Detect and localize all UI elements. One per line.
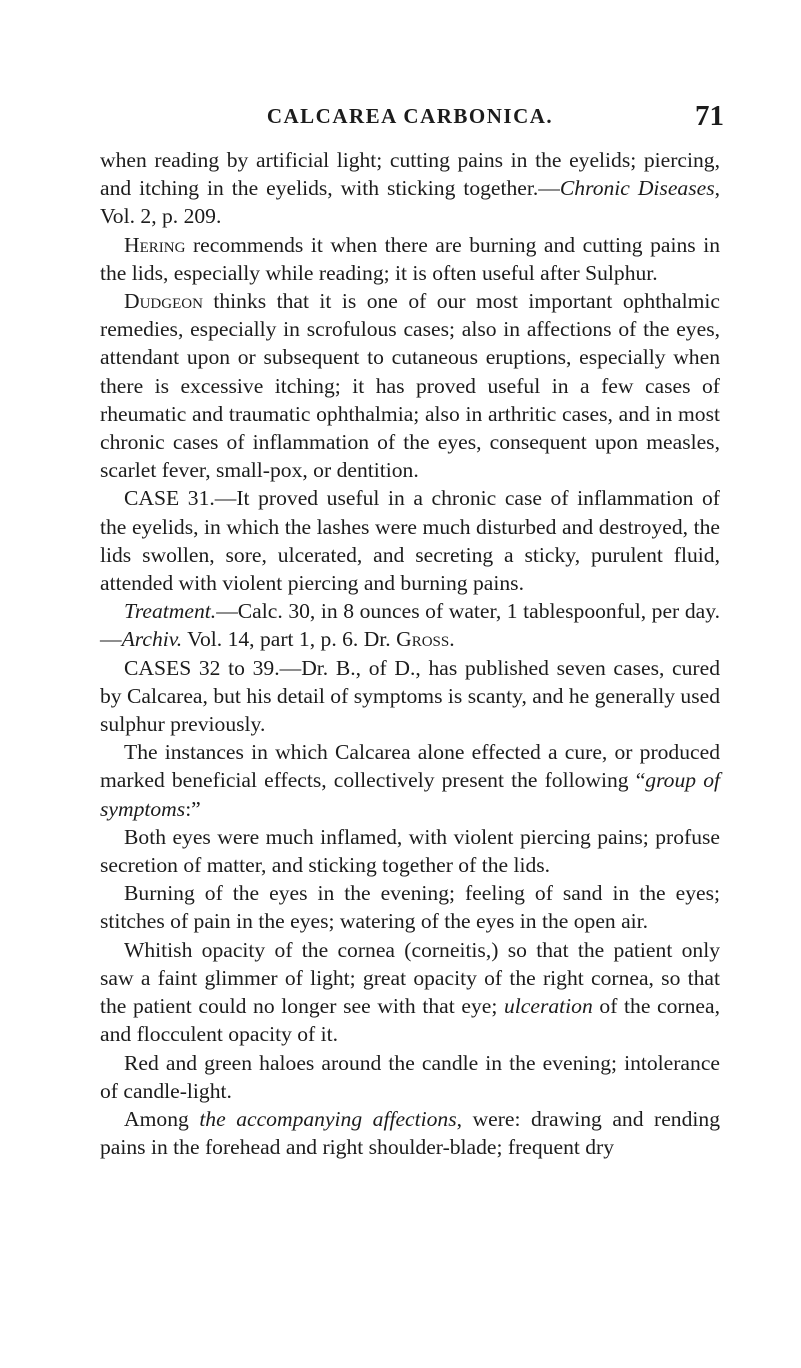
text-run: thinks that it is one of our most important ophthalmic remedies, especially in scrofulous cases; also in affections of the eyes, attendant upon or subsequent to cutaneous eruptions, especially when there is excessive itching; it has proved useful in a few cases of rheumatic and traumatic ophthalmia; also in arthritic cases, and in most chronic cases of inflammation of the eyes, consequent upon measles, scarlet fever, small-pox, or dentition.	[100, 289, 720, 483]
text-run: Among	[124, 1106, 200, 1131]
author-name: Gross	[396, 627, 450, 652]
text-run: , Vol. 2, p. 209.	[100, 176, 720, 229]
text-run: , were: drawing and rending pains in the forehead and right shoulder-blade; frequent dry	[100, 1106, 720, 1160]
paragraph-12	[100, 1105, 720, 1161]
text-run: CASE 31.—It proved useful in a chronic case of inflammation of the eyelids, in which the lashes were much disturbed and destroyed, the lids swollen, sore, ulcerated, and secreting a sticky, purulent fluid, attended with violent piercing and burning pains.	[100, 486, 720, 596]
page-number: 71	[695, 100, 724, 132]
author-name: Dudgeon	[124, 289, 203, 314]
paragraph-1	[100, 146, 720, 231]
text-run: of the cornea, and flocculent opacity of it.	[100, 994, 720, 1047]
italic-phrase: the accompanying affections	[199, 1106, 457, 1131]
italic-phrase: group of symptoms	[100, 768, 720, 821]
italic-phrase: ulceration	[503, 994, 593, 1019]
text-run: :”	[185, 796, 201, 821]
paragraph-4	[100, 484, 720, 597]
text-run: .	[449, 627, 455, 652]
text-run: —Calc. 30, in 8 ounces of water, 1 tablespoonful, per day.—	[100, 599, 720, 652]
text-run: when reading by artificial light; cutting pains in the eyelids; piercing, and itching in the eyelids, with sticking together.—	[100, 148, 720, 201]
paragraph-6	[100, 654, 720, 739]
paragraph-11	[100, 1049, 720, 1105]
italic-citation: Archiv.	[121, 627, 183, 652]
text-run: recommends it when there are burning and cutting pains in the lids, especially while reading; it is often useful after Sulphur.	[100, 232, 720, 285]
body-text	[100, 146, 720, 1161]
text-run: Red and green haloes around the candle in the evening; intolerance of candle-light.	[100, 1050, 720, 1103]
paragraph-2	[100, 231, 720, 287]
paragraph-9	[100, 879, 720, 935]
text-run: The instances in which Calcarea alone effected a cure, or produced marked beneficial effects, collectively present the following “	[100, 740, 720, 793]
text-run: Burning of the eyes in the evening; feeling of sand in the eyes; stitches of pain in the eyes; watering of the eyes in the open air.	[100, 881, 720, 934]
paragraph-3	[100, 287, 720, 484]
author-name: Hering	[124, 232, 186, 257]
page-header	[100, 100, 724, 136]
paragraph-7	[100, 738, 720, 823]
text-run: Whitish opacity of the cornea (corneitis,) so that the patient only saw a faint glimmer of light; great opacity of the right cornea, so that the patient could no longer see with that eye;	[100, 937, 720, 1019]
running-title: CALCAREA CARBONICA.	[266, 104, 554, 128]
paragraph-8	[100, 823, 720, 879]
text-run: Both eyes were much inflamed, with violent piercing pains; profuse secretion of matter, and sticking together of the lids.	[100, 824, 720, 878]
text-run: Vol. 14, part 1, p. 6. Dr.	[182, 627, 397, 652]
paragraph-10	[100, 936, 720, 1049]
italic-label: Treatment.	[124, 599, 217, 624]
paragraph-5	[100, 597, 720, 653]
text-run: CASES 32 to 39.—Dr. B., of D., has published seven cases, cured by Calcarea, but his detail of symptoms is scanty, and he generally used sulphur previously.	[100, 655, 720, 737]
italic-citation: Chronic Diseases	[559, 176, 715, 201]
